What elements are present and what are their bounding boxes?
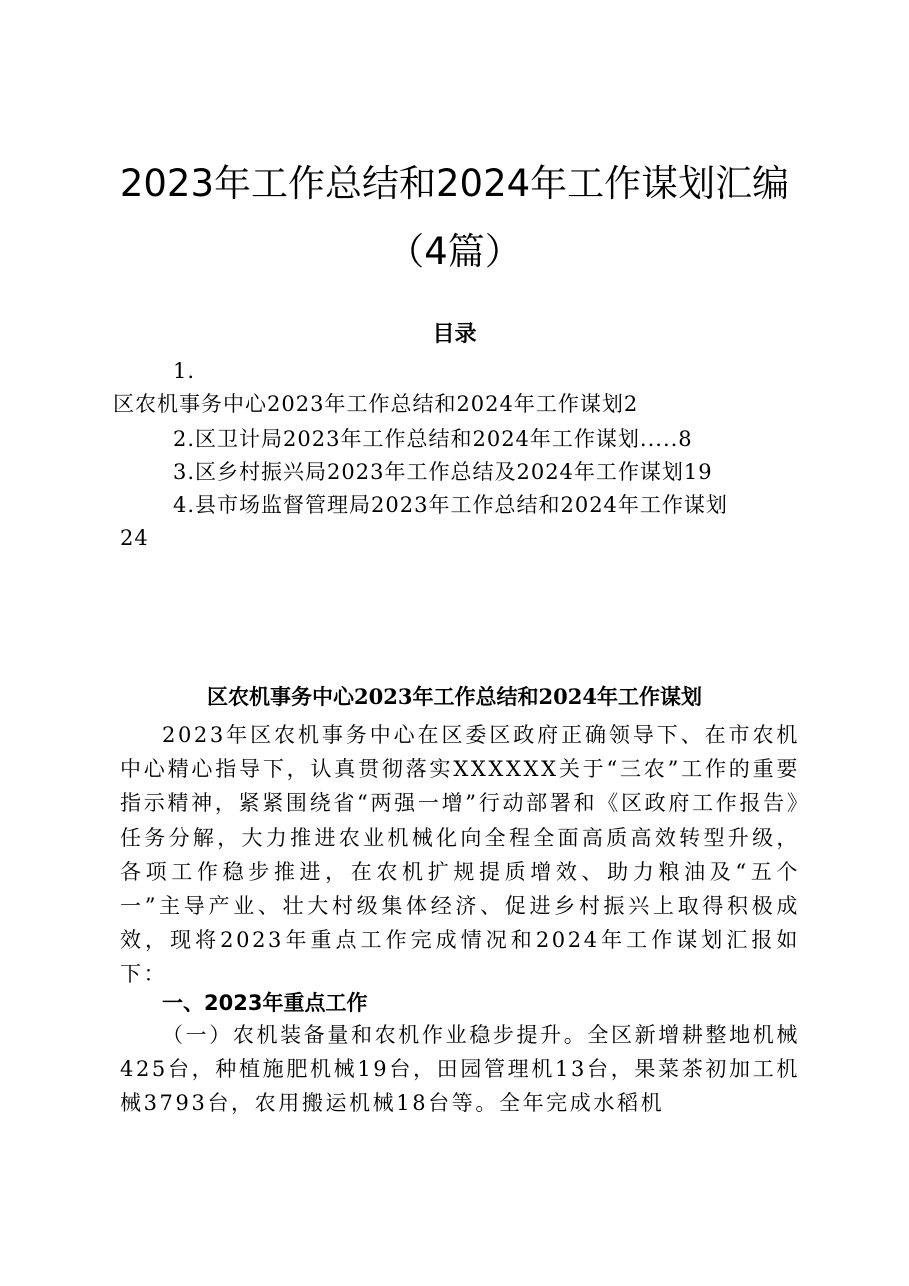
toc-item-1-number: 1. xyxy=(173,359,196,383)
document-title: 2023年工作总结和2024年工作谋划汇编（4篇） xyxy=(119,162,790,273)
toc-item-4: 4.县市场监督管理局2023年工作总结和2024年工作谋划 xyxy=(173,493,728,517)
body-paragraph-2: （一）农机装备量和农机作业稳步提升。全区新增耕整地机械425台，种植施肥机械19台，田园管理机13台，果菜茶初加工机械3793台，农用搬运机械18台等。全年完成水稻机 xyxy=(120,1023,800,1116)
toc-item-3: 3.区乡村振兴局2023年工作总结及2024年工作谋划19 xyxy=(173,460,713,484)
toc-item-2: 2.区卫计局2023年工作总结和2024年工作谋划.....8 xyxy=(173,427,693,451)
intro-paragraph: 2023年区农机事务中心在区委区政府正确领导下、在市农机中心精心指导下，认真贯彻落实XXXXXX关于“三农”工作的重要指示精神，紧紧围绕省“两强一增”行动部署和《区政府工作报告》任务分解，大力推进农业机械化向全程全面高质高效转型升级，各项工作稳步推进，在农机扩规提质增效、助力粮油及“五个一”主导产业、壮大村级集体经济、促进乡村振兴上取得积极成效，现将2023年重点工作完成情况和2024年工作谋划汇报如下： xyxy=(120,723,800,987)
toc-item-4-page: 24 xyxy=(120,526,149,550)
toc-item-1: 区农机事务中心2023年工作总结和2024年工作谋划2 xyxy=(113,392,639,416)
section-subheading: 一、2023年重点工作 xyxy=(162,991,368,1015)
section-title: 区农机事务中心2023年工作总结和2024年工作谋划 xyxy=(207,684,702,709)
toc-heading: 目录 xyxy=(432,321,477,347)
